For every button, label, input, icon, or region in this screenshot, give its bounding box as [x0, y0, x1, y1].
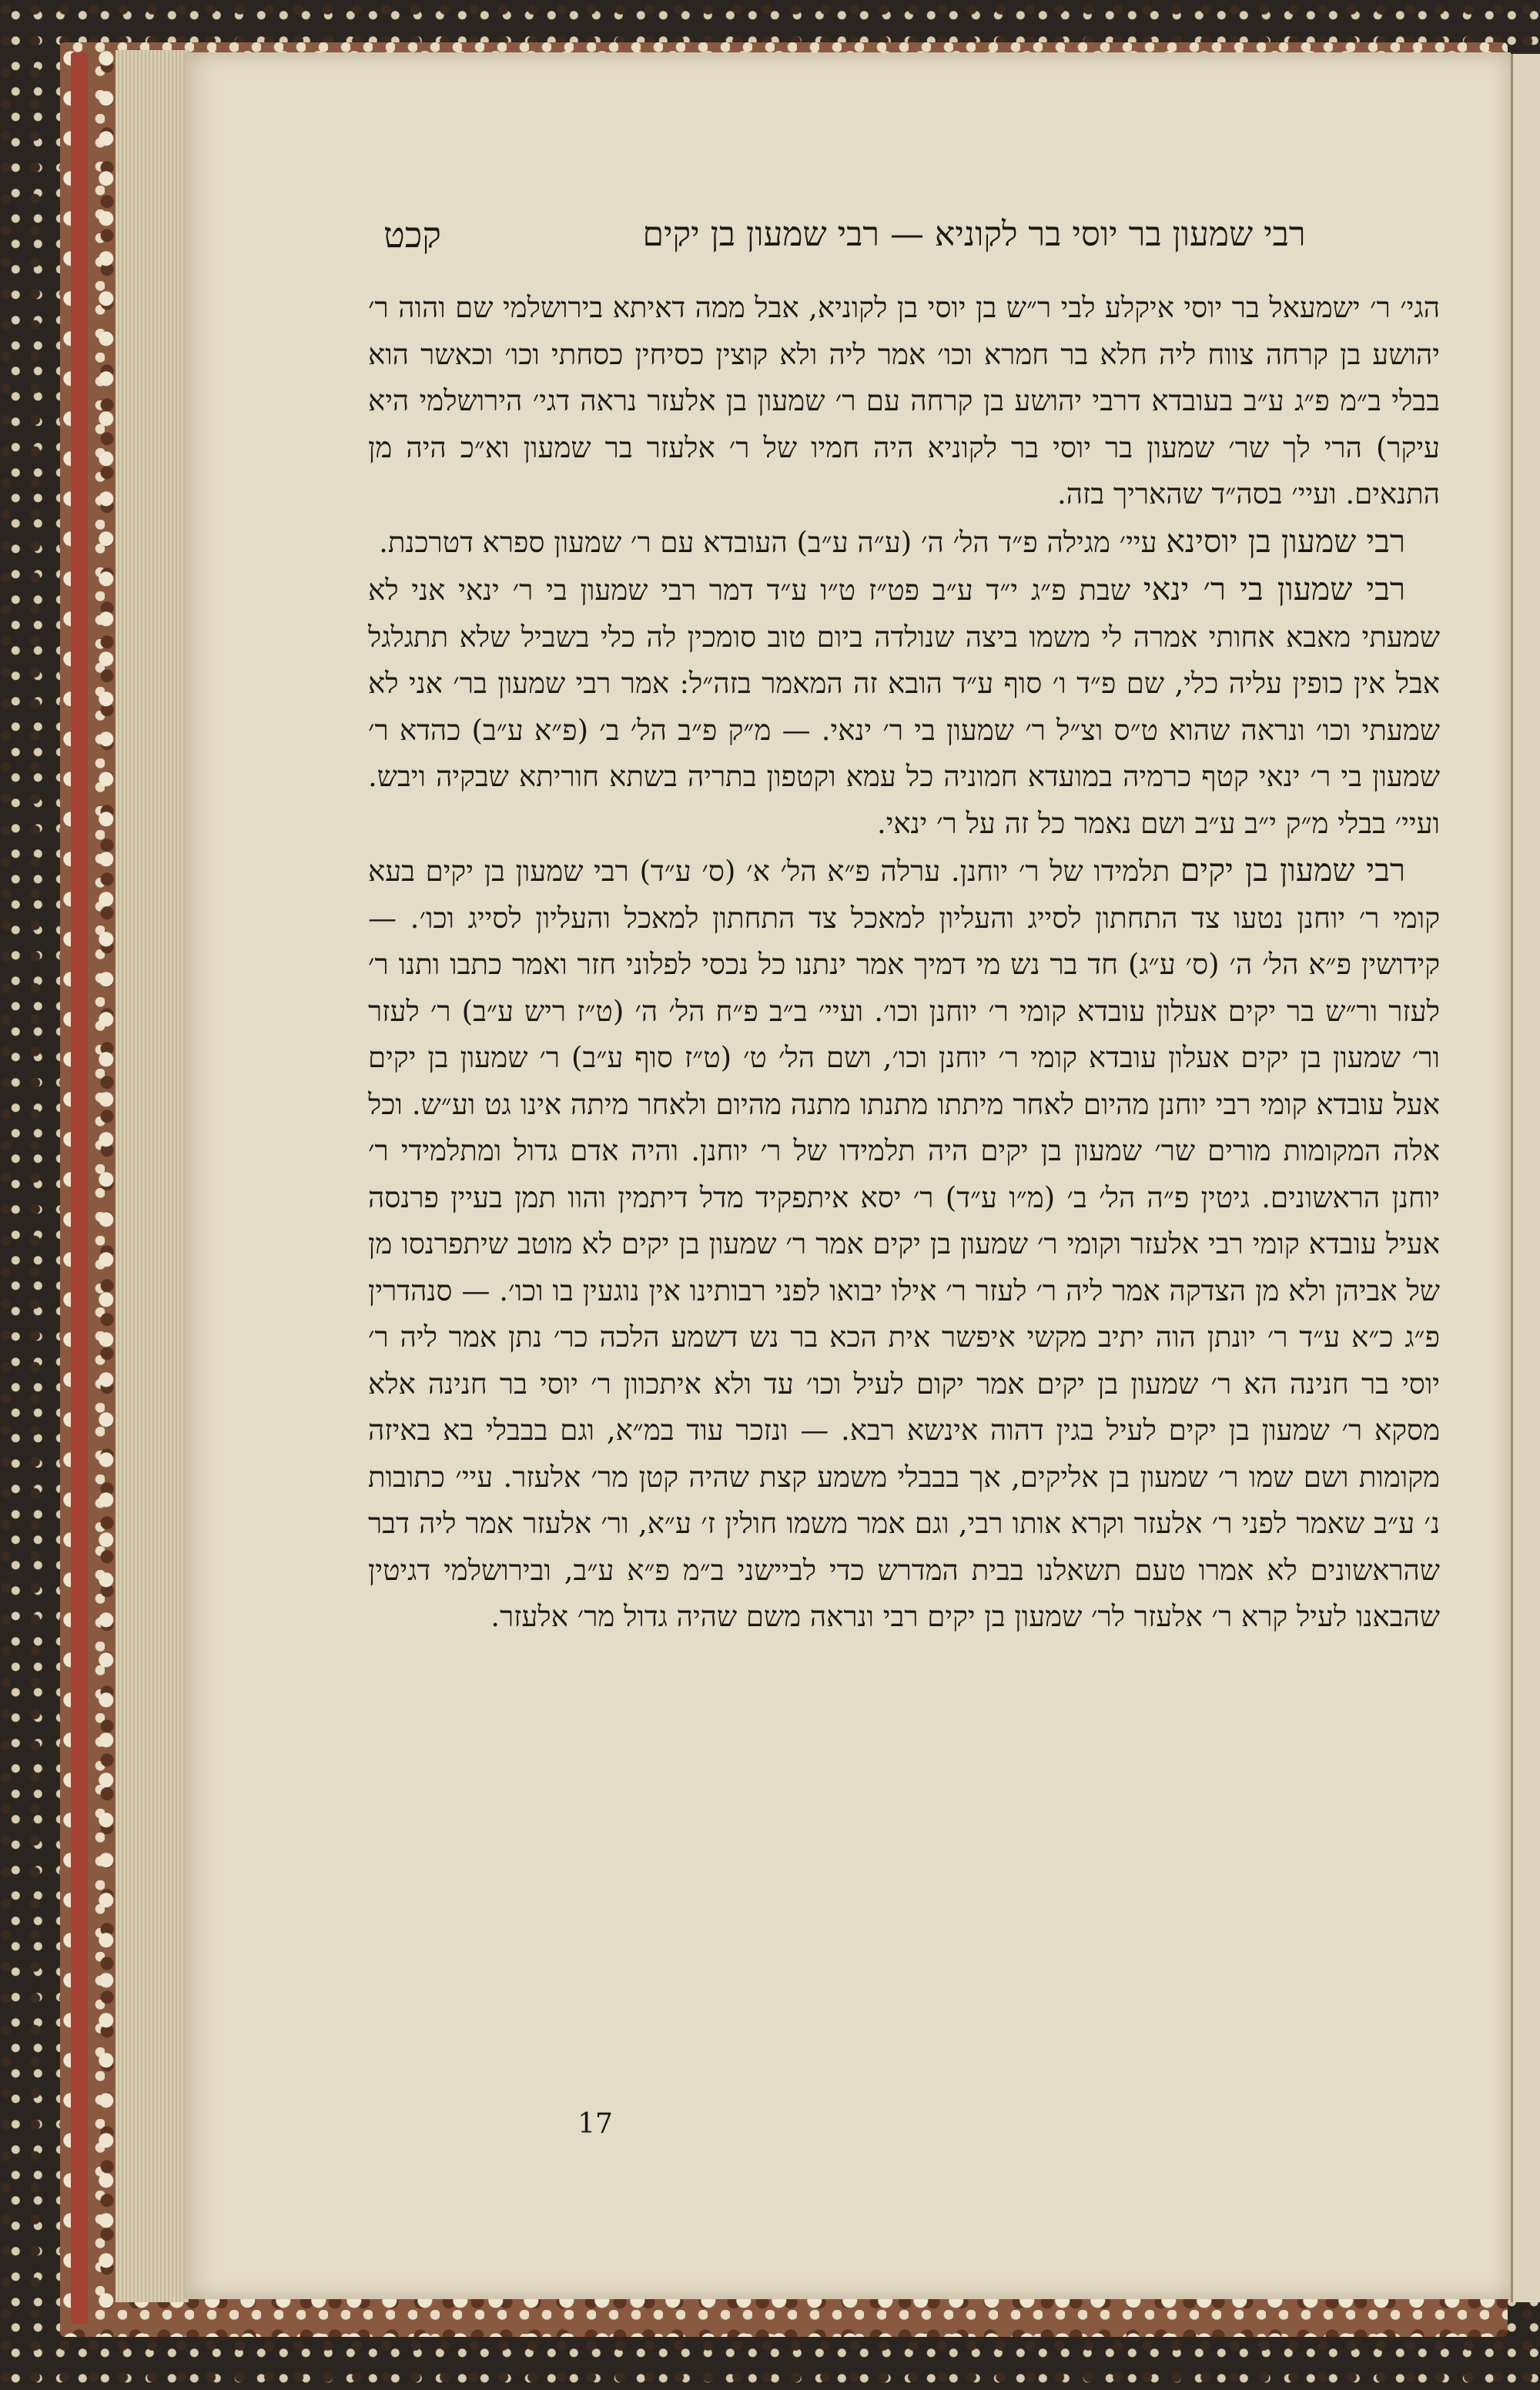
page-number-hebrew: קכט: [383, 214, 441, 256]
entry-heading: רבי שמעון בי ר׳ ינאי: [1143, 571, 1406, 608]
running-head: [185, 204, 1511, 266]
paragraph: [368, 847, 1440, 1641]
cover-edge: [71, 52, 88, 2324]
paragraph: [368, 518, 1440, 567]
page-edges: [116, 50, 189, 2302]
running-head-title: רבי שמעון בר יוסי בר לקוניא — רבי שמעון בן יקים: [642, 215, 1306, 254]
page-body: [368, 285, 1440, 2102]
paragraph-text: שבת פ״ג י״ד ע״ב פט״ז ט״ו ע״ד דמר רבי שמעון בי ר׳ ינאי אני לא שמעתי מאבא אחותי אמרה לי משמו ביצה שנולדה ביום טוב סומכין לה כלי בשביל שלא תתגלגל אבל אין כופין עליה כלי, שם פ״ד ו׳ סוף ע״ד הובא זה המאמר בזה״ל: אמר רבי שמעון בר׳ אני לא שמעתי וכו׳ ונראה שהוא ט״ס וצ״ל ר׳ שמעון בי ר׳ ינאי. — מ״ק פ״ב הל׳ ב׳ (פ״א ע״ב) כהדא ר׳ שמעון בי ר׳ ינאי קטף כרמיה במועדא חמוניה כל עמא וקטפון בתריה בשתא חוריתא שבקיה ויבש. ועיי׳ בבלי מ״ק י״ב ע״ב ושם נאמר כל זה על ר׳ ינאי.: [368, 574, 1440, 840]
entry-heading: רבי שמעון בן יוסינא: [1166, 522, 1405, 560]
page-folio-number: 17: [578, 2108, 613, 2140]
paragraph-text: הגי׳ ר׳ ישמעאל בר יוסי איקלע לבי ר״ש בן יוסי בן לקוניא, אבל ממה דאיתא בירושלמי שם והוה ר׳ יהושע בן קרחה צווח ליה חלא בר חמרא וכו׳ אמר ליה ולא קוצין כסיחין כסחתי וכו׳ וכאשר הוא בבלי ב״מ פ״ג ע״ב בעובדא דרבי יהושע בן קרחה עם ר׳ שמעון בן אלעזר נראה דגי׳ הירושלמי היא עיקר) הרי לך שר׳ שמעון בר יוסי בר לקוניא היה חמיו של ר׳ אלעזר בר שמעון וא״כ היה מן התנאים. ועיי׳ בסה״ד שהאריך בזה.: [368, 291, 1440, 510]
paragraph-text: תלמידו של ר׳ יוחנן. ערלה פ״א הל׳ א׳ (ס׳ ע״ד) רבי שמעון בן יקים בעא קומי ר׳ יוחנן נטעו צד התחתון לסייג והעליון למאכל צד התחתון למאכל והעליון לסייג וכו׳. — קידושין פ״א הל׳ ה׳ (ס׳ ע״ג) חד בר נש מי דמיך אמר ינתנו כל נכסי לפלוני חזר ואמר כתבו ותנו ר׳ לעזר ור״ש בר יקים אעלון עובדא קומי ר׳ יוחנן וכו׳. ועיי׳ ב״ב פ״ח הל׳ ה׳ (ט״ז ריש ע״ב) ר׳ לעזר ור׳ שמעון בן יקים אעלון עובדא קומי ר׳ יוחנן וכו׳, ושם הל׳ ט׳ (ט״ז סוף ע״ב) ר׳ שמעון בן יקים אעל עובדא קומי רבי יוחנן מהיום לאחר מיתתו מתנתו מתנה מהיום ולאחר מיתה אינו גט וע״ש. וכל אלה המקומות מורים שר׳ שמעון בן יקים היה תלמידו של ר׳ יוחנן. והיה אדם גדול ומתלמידי ר׳ יוחנן הראשונים. גיטין פ״ה הל׳ ב׳ (מ״ו ע״ד) ר׳ יסא איתפקיד מדל דיתמין והוו תמן בעיין פרנסה אעיל עובדא קומי רבי אלעזר וקומי ר׳ שמעון בן יקים אמר ר׳ שמעון בן יקים לא מוטב שיתפרנסו מן של אביהן ולא מן הצדקה אמר ליה ר׳ לעזר ר׳ אילו יבואו לפני רבותינו אין נוגעין בו וכו׳. — סנהדרין פ״ג כ״א ע״ד ר׳ יונתן הוה יתיב מקשי איפשר אית הכא בר נש דשמע הלכה כר׳ נתן אמר ליה ר׳ יוסי בר חנינה הא ר׳ שמעון בן יקים אמר יקום לעיל וכו׳ עד ולא איתכוון ר׳ יוסי בר חנינה אלא מסקא ר׳ שמעון בן יקים לעיל בגין דהוה אינשא רבא. — ונזכר עוד במ״א, וגם בבבלי בא באיזה מקומות ושם שמו ר׳ שמעון בן אליקים, אך בבבלי משמע קצת שהיה קטן מר׳ אלעזר. עיי׳ כתובות נ׳ ע״ב שאמר לפני ר׳ אלעזר וקרא אותו רבי, וגם אמר משמו חולין ז׳ ע״א, ור׳ אלעזר אמר ליה דבר שהראשונים לא אמרו טעם תשאלנו בבית המדרש כדי לביישני ב״מ פ״א ע״ב, ובירושלמי דגיטין שהבאנו לעיל קרא ר׳ אלעזר לר׳ שמעון בן יקים רבי ונראה משם שהיה גדול מר׳ אלעזר.: [368, 855, 1440, 1633]
paragraph: [368, 285, 1440, 518]
paragraph-text: עיי׳ מגילה פ״ד הל׳ ה׳ (ע״ה ע״ב) העובדא עם ר׳ שמעון ספרא דטרכנת.: [379, 525, 1157, 559]
entry-heading: רבי שמעון בן יקים: [1180, 852, 1405, 889]
paragraph: [368, 566, 1440, 847]
facing-page-edge: [1511, 54, 1540, 2302]
